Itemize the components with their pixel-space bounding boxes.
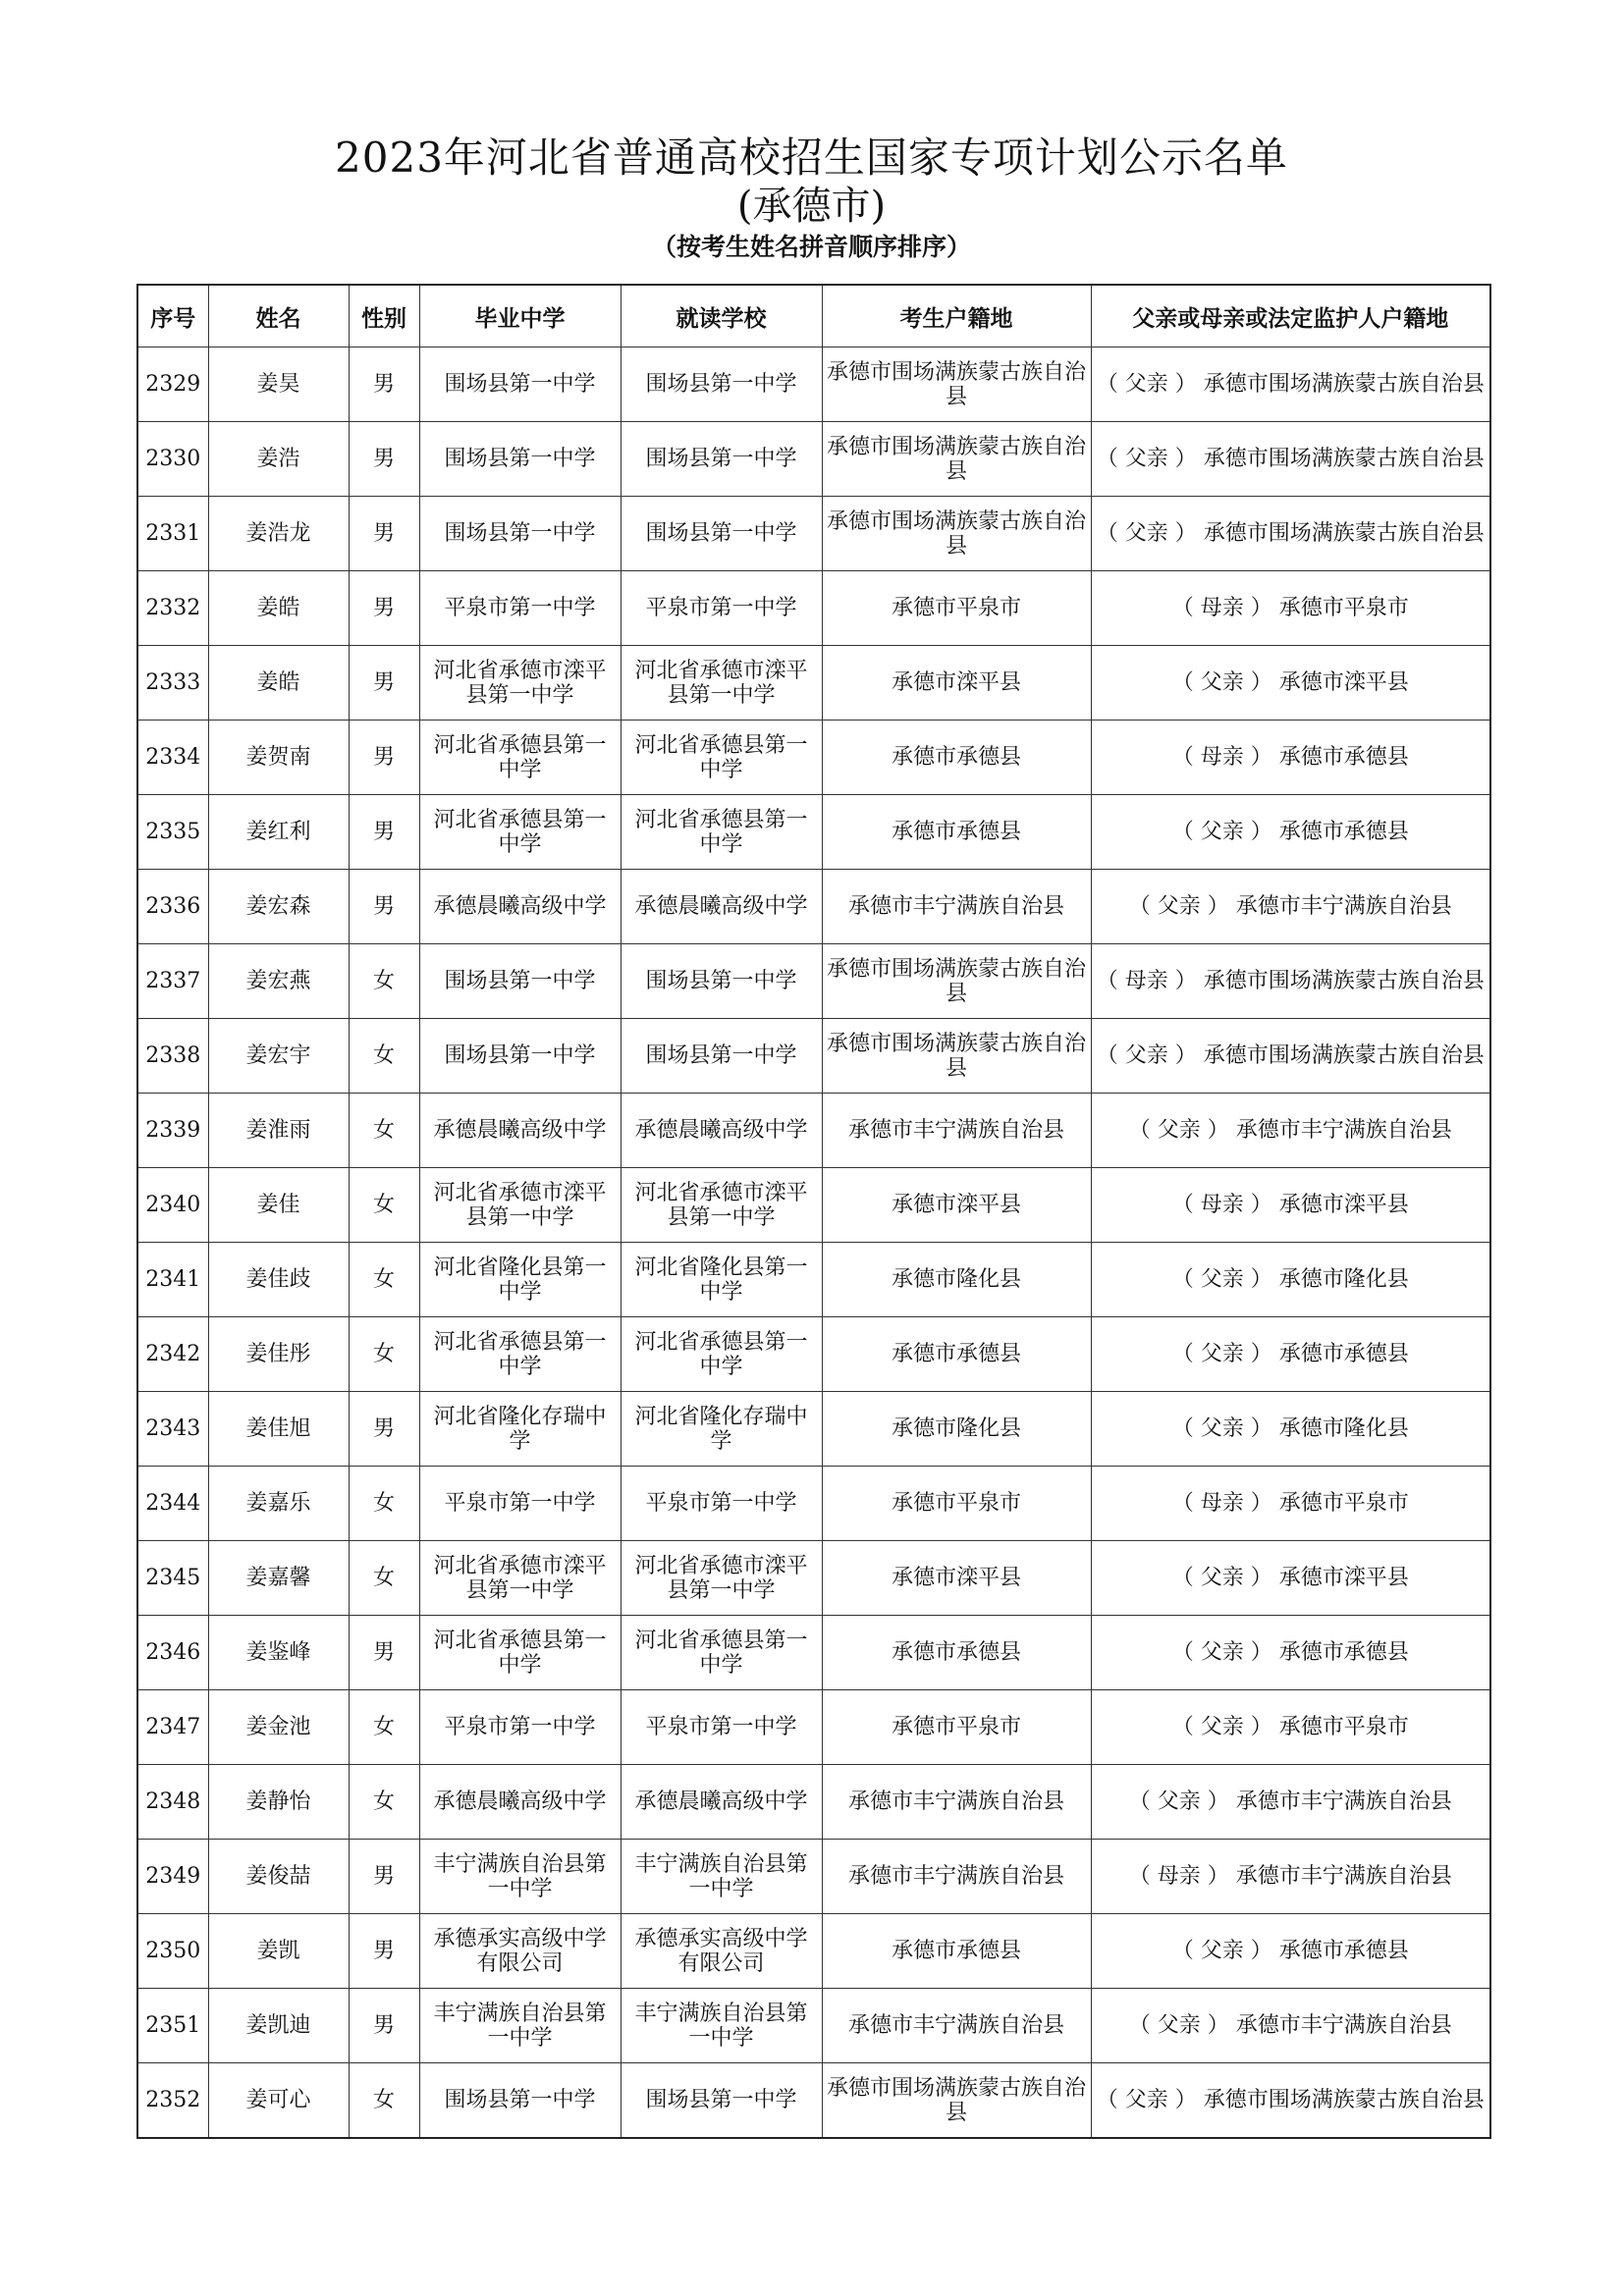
cell-student-residence: 承德市围场满族蒙古族自治县 — [822, 2063, 1091, 2139]
cell-current-school: 围场县第一中学 — [621, 497, 822, 571]
table-row — [137, 571, 1490, 646]
cell-index: 2333 — [137, 646, 208, 721]
cell-gender: 女 — [349, 1094, 419, 1168]
cell-name: 姜红利 — [208, 795, 349, 870]
cell-gender: 男 — [349, 721, 419, 795]
cell-gender: 男 — [349, 1840, 419, 1914]
cell-current-school: 围场县第一中学 — [621, 422, 822, 497]
table-row — [137, 1317, 1490, 1392]
cell-current-school: 承德承实高级中学有限公司 — [621, 1914, 822, 1989]
cell-graduation-school: 围场县第一中学 — [419, 497, 621, 571]
cell-guardian-residence: （ 父亲 ） 承德市滦平县 — [1091, 646, 1490, 721]
cell-guardian-residence: （ 父亲 ） 承德市隆化县 — [1091, 1392, 1490, 1467]
cell-index: 2347 — [137, 1690, 208, 1765]
table-row — [137, 2063, 1490, 2139]
cell-name: 姜鉴峰 — [208, 1616, 349, 1690]
cell-student-residence: 承德市承德县 — [822, 721, 1091, 795]
cell-name: 姜昊 — [208, 347, 349, 422]
cell-guardian-residence: （ 母亲 ） 承德市滦平县 — [1091, 1168, 1490, 1243]
cell-gender: 女 — [349, 2063, 419, 2139]
cell-student-residence: 承德市围场满族蒙古族自治县 — [822, 347, 1091, 422]
cell-graduation-school: 河北省承德市滦平县第一中学 — [419, 1168, 621, 1243]
cell-index: 2344 — [137, 1467, 208, 1541]
cell-current-school: 承德晨曦高级中学 — [621, 870, 822, 944]
cell-current-school: 承德晨曦高级中学 — [621, 1094, 822, 1168]
cell-gender: 男 — [349, 1989, 419, 2063]
table-row — [137, 1243, 1490, 1317]
cell-graduation-school: 河北省隆化存瑞中学 — [419, 1392, 621, 1467]
cell-gender: 女 — [349, 1541, 419, 1616]
cell-index: 2338 — [137, 1019, 208, 1094]
cell-student-residence: 承德市平泉市 — [822, 1467, 1091, 1541]
cell-name: 姜宏宇 — [208, 1019, 349, 1094]
cell-gender: 女 — [349, 1765, 419, 1840]
cell-graduation-school: 河北省隆化县第一中学 — [419, 1243, 621, 1317]
cell-graduation-school: 平泉市第一中学 — [419, 1467, 621, 1541]
cell-name: 姜凯 — [208, 1914, 349, 1989]
header-current-school: 就读学校 — [621, 285, 822, 347]
cell-graduation-school: 丰宁满族自治县第一中学 — [419, 1840, 621, 1914]
cell-index: 2351 — [137, 1989, 208, 2063]
table-row — [137, 646, 1490, 721]
cell-graduation-school: 围场县第一中学 — [419, 944, 621, 1019]
cell-gender: 女 — [349, 1243, 419, 1317]
sort-note: （按考生姓名拼音顺序排序） — [651, 233, 971, 261]
cell-name: 姜淮雨 — [208, 1094, 349, 1168]
cell-current-school: 河北省承德县第一中学 — [621, 1616, 822, 1690]
cell-gender: 女 — [349, 1690, 419, 1765]
header-guardian-residence: 父亲或母亲或法定监护人户籍地 — [1091, 285, 1490, 347]
table-row — [137, 870, 1490, 944]
cell-name: 姜皓 — [208, 571, 349, 646]
cell-name: 姜宏森 — [208, 870, 349, 944]
cell-student-residence: 承德市承德县 — [822, 795, 1091, 870]
cell-guardian-residence: （ 父亲 ） 承德市滦平县 — [1091, 1541, 1490, 1616]
cell-index: 2348 — [137, 1765, 208, 1840]
cell-name: 姜浩 — [208, 422, 349, 497]
table-row — [137, 1392, 1490, 1467]
cell-index: 2331 — [137, 497, 208, 571]
cell-guardian-residence: （ 母亲 ） 承德市承德县 — [1091, 721, 1490, 795]
cell-graduation-school: 围场县第一中学 — [419, 422, 621, 497]
cell-guardian-residence: （ 父亲 ） 承德市围场满族蒙古族自治县 — [1091, 1019, 1490, 1094]
header-name: 姓名 — [208, 285, 349, 347]
cell-gender: 男 — [349, 1392, 419, 1467]
cell-index: 2341 — [137, 1243, 208, 1317]
cell-graduation-school: 承德晨曦高级中学 — [419, 870, 621, 944]
cell-guardian-residence: （ 母亲 ） 承德市丰宁满族自治县 — [1091, 1840, 1490, 1914]
cell-student-residence: 承德市丰宁满族自治县 — [822, 1989, 1091, 2063]
cell-current-school: 承德晨曦高级中学 — [621, 1765, 822, 1840]
cell-student-residence: 承德市围场满族蒙古族自治县 — [822, 944, 1091, 1019]
table-row — [137, 1616, 1490, 1690]
table-row — [137, 795, 1490, 870]
cell-guardian-residence: （ 父亲 ） 承德市承德县 — [1091, 1317, 1490, 1392]
cell-index: 2342 — [137, 1317, 208, 1392]
table-header-row — [137, 285, 1490, 347]
cell-graduation-school: 河北省承德县第一中学 — [419, 795, 621, 870]
cell-graduation-school: 平泉市第一中学 — [419, 571, 621, 646]
cell-graduation-school: 河北省承德市滦平县第一中学 — [419, 1541, 621, 1616]
table-row — [137, 1840, 1490, 1914]
cell-current-school: 平泉市第一中学 — [621, 1467, 822, 1541]
cell-student-residence: 承德市围场满族蒙古族自治县 — [822, 1019, 1091, 1094]
cell-index: 2334 — [137, 721, 208, 795]
cell-index: 2343 — [137, 1392, 208, 1467]
cell-guardian-residence: （ 父亲 ） 承德市围场满族蒙古族自治县 — [1091, 422, 1490, 497]
cell-current-school: 平泉市第一中学 — [621, 1690, 822, 1765]
cell-index: 2332 — [137, 571, 208, 646]
cell-graduation-school: 河北省承德县第一中学 — [419, 1616, 621, 1690]
cell-name: 姜金池 — [208, 1690, 349, 1765]
header-student-residence: 考生户籍地 — [822, 285, 1091, 347]
cell-name: 姜嘉乐 — [208, 1467, 349, 1541]
cell-index: 2345 — [137, 1541, 208, 1616]
cell-name: 姜佳 — [208, 1168, 349, 1243]
cell-student-residence: 承德市围场满族蒙古族自治县 — [822, 422, 1091, 497]
cell-current-school: 围场县第一中学 — [621, 944, 822, 1019]
cell-name: 姜宏燕 — [208, 944, 349, 1019]
cell-student-residence: 承德市承德县 — [822, 1616, 1091, 1690]
cell-gender: 女 — [349, 1467, 419, 1541]
table-row — [137, 1989, 1490, 2063]
cell-gender: 男 — [349, 795, 419, 870]
table-row — [137, 1914, 1490, 1989]
cell-current-school: 河北省承德县第一中学 — [621, 795, 822, 870]
cell-guardian-residence: （ 母亲 ） 承德市围场满族蒙古族自治县 — [1091, 944, 1490, 1019]
cell-graduation-school: 围场县第一中学 — [419, 2063, 621, 2139]
cell-current-school: 围场县第一中学 — [621, 2063, 822, 2139]
table-row — [137, 1467, 1490, 1541]
header-index: 序号 — [137, 285, 208, 347]
cell-gender: 男 — [349, 422, 419, 497]
cell-current-school: 河北省隆化存瑞中学 — [621, 1392, 822, 1467]
cell-student-residence: 承德市滦平县 — [822, 646, 1091, 721]
table-row — [137, 1168, 1490, 1243]
cell-student-residence: 承德市承德县 — [822, 1914, 1091, 1989]
cell-current-school: 河北省承德市滦平县第一中学 — [621, 1541, 822, 1616]
document-title: 2023年河北省普通高校招生国家专项计划公示名单 — [335, 133, 1288, 182]
table-row — [137, 1690, 1490, 1765]
cell-guardian-residence: （ 父亲 ） 承德市丰宁满族自治县 — [1091, 870, 1490, 944]
cell-index: 2352 — [137, 2063, 208, 2139]
cell-index: 2329 — [137, 347, 208, 422]
table-row — [137, 721, 1490, 795]
cell-gender: 男 — [349, 1616, 419, 1690]
cell-current-school: 河北省隆化县第一中学 — [621, 1243, 822, 1317]
table-row — [137, 1541, 1490, 1616]
cell-current-school: 河北省承德县第一中学 — [621, 721, 822, 795]
cell-guardian-residence: （ 父亲 ） 承德市围场满族蒙古族自治县 — [1091, 347, 1490, 422]
cell-guardian-residence: （ 父亲 ） 承德市丰宁满族自治县 — [1091, 1765, 1490, 1840]
cell-index: 2340 — [137, 1168, 208, 1243]
cell-graduation-school: 平泉市第一中学 — [419, 1690, 621, 1765]
cell-index: 2330 — [137, 422, 208, 497]
table-row — [137, 944, 1490, 1019]
cell-name: 姜佳旭 — [208, 1392, 349, 1467]
cell-student-residence: 承德市隆化县 — [822, 1392, 1091, 1467]
cell-guardian-residence: （ 父亲 ） 承德市平泉市 — [1091, 1690, 1490, 1765]
header-gender: 性别 — [349, 285, 419, 347]
table-row — [137, 1094, 1490, 1168]
cell-guardian-residence: （ 父亲 ） 承德市围场满族蒙古族自治县 — [1091, 497, 1490, 571]
cell-guardian-residence: （ 母亲 ） 承德市平泉市 — [1091, 571, 1490, 646]
cell-current-school: 丰宁满族自治县第一中学 — [621, 1989, 822, 2063]
cell-current-school: 河北省承德市滦平县第一中学 — [621, 1168, 822, 1243]
cell-guardian-residence: （ 父亲 ） 承德市隆化县 — [1091, 1243, 1490, 1317]
cell-student-residence: 承德市丰宁满族自治县 — [822, 1840, 1091, 1914]
document-subtitle: (承德市) — [736, 184, 887, 229]
cell-student-residence: 承德市承德县 — [822, 1317, 1091, 1392]
cell-student-residence: 承德市隆化县 — [822, 1243, 1091, 1317]
cell-guardian-residence: （ 父亲 ） 承德市丰宁满族自治县 — [1091, 1094, 1490, 1168]
cell-name: 姜浩龙 — [208, 497, 349, 571]
cell-index: 2336 — [137, 870, 208, 944]
table-row — [137, 1765, 1490, 1840]
cell-gender: 男 — [349, 1914, 419, 1989]
header-graduation-school: 毕业中学 — [419, 285, 621, 347]
cell-index: 2350 — [137, 1914, 208, 1989]
cell-index: 2349 — [137, 1840, 208, 1914]
cell-student-residence: 承德市丰宁满族自治县 — [822, 870, 1091, 944]
cell-current-school: 平泉市第一中学 — [621, 571, 822, 646]
cell-graduation-school: 围场县第一中学 — [419, 1019, 621, 1094]
cell-gender: 男 — [349, 347, 419, 422]
cell-index: 2339 — [137, 1094, 208, 1168]
cell-current-school: 围场县第一中学 — [621, 347, 822, 422]
cell-name: 姜佳歧 — [208, 1243, 349, 1317]
cell-gender: 女 — [349, 1317, 419, 1392]
cell-name: 姜皓 — [208, 646, 349, 721]
cell-gender: 男 — [349, 870, 419, 944]
cell-graduation-school: 河北省承德市滦平县第一中学 — [419, 646, 621, 721]
cell-graduation-school: 围场县第一中学 — [419, 347, 621, 422]
cell-graduation-school: 承德晨曦高级中学 — [419, 1765, 621, 1840]
cell-index: 2346 — [137, 1616, 208, 1690]
cell-gender: 男 — [349, 646, 419, 721]
table-row — [137, 347, 1490, 422]
cell-graduation-school: 丰宁满族自治县第一中学 — [419, 1989, 621, 2063]
cell-gender: 男 — [349, 571, 419, 646]
cell-current-school: 围场县第一中学 — [621, 1019, 822, 1094]
cell-guardian-residence: （ 父亲 ） 承德市围场满族蒙古族自治县 — [1091, 2063, 1490, 2139]
cell-index: 2337 — [137, 944, 208, 1019]
cell-index: 2335 — [137, 795, 208, 870]
cell-guardian-residence: （ 母亲 ） 承德市平泉市 — [1091, 1467, 1490, 1541]
cell-guardian-residence: （ 父亲 ） 承德市承德县 — [1091, 795, 1490, 870]
cell-graduation-school: 河北省承德县第一中学 — [419, 721, 621, 795]
cell-student-residence: 承德市丰宁满族自治县 — [822, 1765, 1091, 1840]
cell-current-school: 河北省承德市滦平县第一中学 — [621, 646, 822, 721]
cell-gender: 女 — [349, 1168, 419, 1243]
cell-student-residence: 承德市平泉市 — [822, 1690, 1091, 1765]
cell-guardian-residence: （ 父亲 ） 承德市丰宁满族自治县 — [1091, 1989, 1490, 2063]
roster-table — [136, 284, 1491, 2139]
cell-gender: 女 — [349, 944, 419, 1019]
cell-student-residence: 承德市丰宁满族自治县 — [822, 1094, 1091, 1168]
table-row — [137, 1019, 1490, 1094]
cell-name: 姜俊喆 — [208, 1840, 349, 1914]
cell-student-residence: 承德市平泉市 — [822, 571, 1091, 646]
cell-graduation-school: 承德承实高级中学有限公司 — [419, 1914, 621, 1989]
cell-current-school: 丰宁满族自治县第一中学 — [621, 1840, 822, 1914]
cell-name: 姜佳彤 — [208, 1317, 349, 1392]
cell-guardian-residence: （ 父亲 ） 承德市承德县 — [1091, 1914, 1490, 1989]
cell-current-school: 河北省承德县第一中学 — [621, 1317, 822, 1392]
table-body — [137, 347, 1490, 2139]
table-row — [137, 422, 1490, 497]
cell-gender: 女 — [349, 1019, 419, 1094]
table-row — [137, 497, 1490, 571]
cell-student-residence: 承德市围场满族蒙古族自治县 — [822, 497, 1091, 571]
cell-name: 姜贺南 — [208, 721, 349, 795]
cell-name: 姜凯迪 — [208, 1989, 349, 2063]
cell-graduation-school: 承德晨曦高级中学 — [419, 1094, 621, 1168]
cell-graduation-school: 河北省承德县第一中学 — [419, 1317, 621, 1392]
cell-student-residence: 承德市滦平县 — [822, 1541, 1091, 1616]
cell-name: 姜可心 — [208, 2063, 349, 2139]
cell-name: 姜嘉馨 — [208, 1541, 349, 1616]
cell-gender: 男 — [349, 497, 419, 571]
cell-name: 姜静怡 — [208, 1765, 349, 1840]
cell-student-residence: 承德市滦平县 — [822, 1168, 1091, 1243]
cell-guardian-residence: （ 父亲 ） 承德市承德县 — [1091, 1616, 1490, 1690]
